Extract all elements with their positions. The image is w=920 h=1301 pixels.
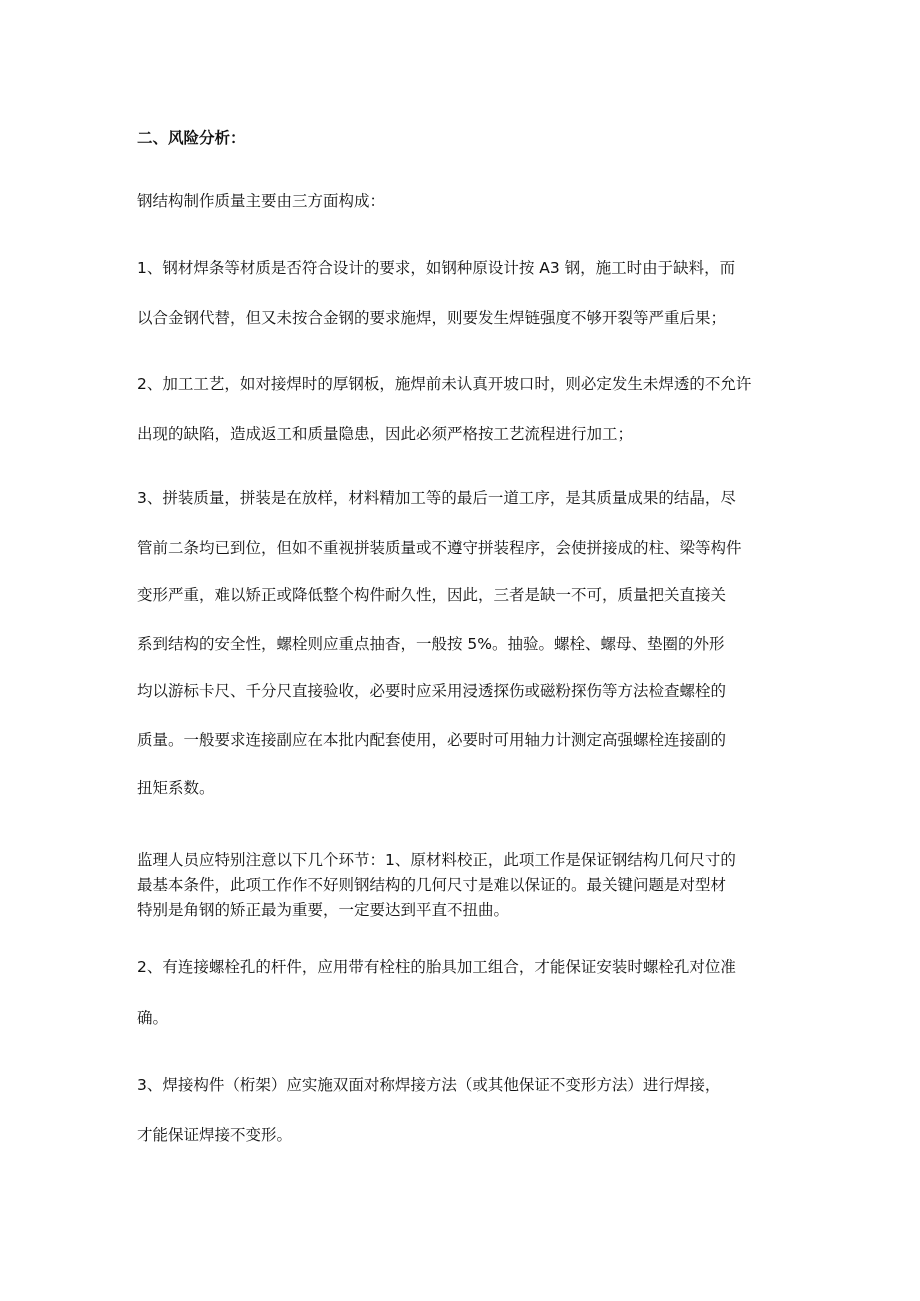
supervision-line-1: 监理人员应特别注意以下几个环节：1、原材料校正，此项工作是保证钢结构几何尺寸的	[137, 851, 736, 869]
item-3-line-6: 质量。一般要求连接副应在本批内配套使用，必要时可用轴力计测定高强螺栓连接副的	[137, 731, 727, 749]
point-3-line-2: 才能保证焊接不变形。	[137, 1126, 293, 1144]
item-3-line-2: 管前二条均已到位，但如不重视拼装质量或不遵守拼装程序，会使拼接成的柱、梁等构件	[137, 539, 742, 557]
point-2-line-1: 2、有连接螺栓孔的杆件，应用带有栓柱的胎具加工组合，才能保证安装时螺栓孔对位准	[137, 958, 736, 976]
item-3-line-7: 扭矩系数。	[137, 779, 215, 797]
intro-paragraph: 钢结构制作质量主要由三方面构成：	[137, 192, 386, 210]
item-3-line-5: 均以游标卡尺、千分尺直接验收，必要时应采用浸透探伤或磁粉探伤等方法检查螺栓的	[137, 682, 727, 700]
item-3-line-1: 3、拼装质量，拼装是在放样，材料精加工等的最后一道工序，是其质量成果的结晶，尽	[137, 489, 736, 507]
item-1-line-2: 以合金钢代替，但又未按合金钢的要求施焊，则要发生焊链强度不够开裂等严重后果；	[137, 309, 727, 327]
supervision-line-3: 特别是角钢的矫正最为重要，一定要达到平直不扭曲。	[137, 901, 510, 919]
supervision-line-2: 最基本条件，此项工作作不好则钢结构的几何尺寸是难以保证的。最关键问题是对型材	[137, 876, 727, 894]
item-3-line-3: 变形严重，难以矫正或降低整个构件耐久性，因此，三者是缺一不可，质量把关直接关	[137, 586, 727, 604]
item-2-line-2: 出现的缺陷，造成返工和质量隐患，因此必须严格按工艺流程进行加工；	[137, 425, 634, 443]
item-1-line-1: 1、钢材焊条等材质是否符合设计的要求，如钢种原设计按 A3 钢，施工时由于缺料，而	[137, 259, 736, 277]
item-2-line-1: 2、加工工艺，如对接焊时的厚钢板，施焊前未认真开坡口时，则必定发生未焊透的不允许	[137, 375, 752, 393]
point-2-line-2: 确。	[137, 1009, 169, 1027]
section-heading: 二、风险分析：	[137, 129, 246, 147]
item-3-line-4: 系到结构的安全性，螺栓则应重点抽杳，一般按 5%。抽验。螺栓、螺母、垫圈的外形	[137, 635, 725, 653]
point-3-line-1: 3、焊接构件（桁架）应实施双面对称焊接方法（或其他保证不变形方法）进行焊接，	[137, 1076, 721, 1094]
